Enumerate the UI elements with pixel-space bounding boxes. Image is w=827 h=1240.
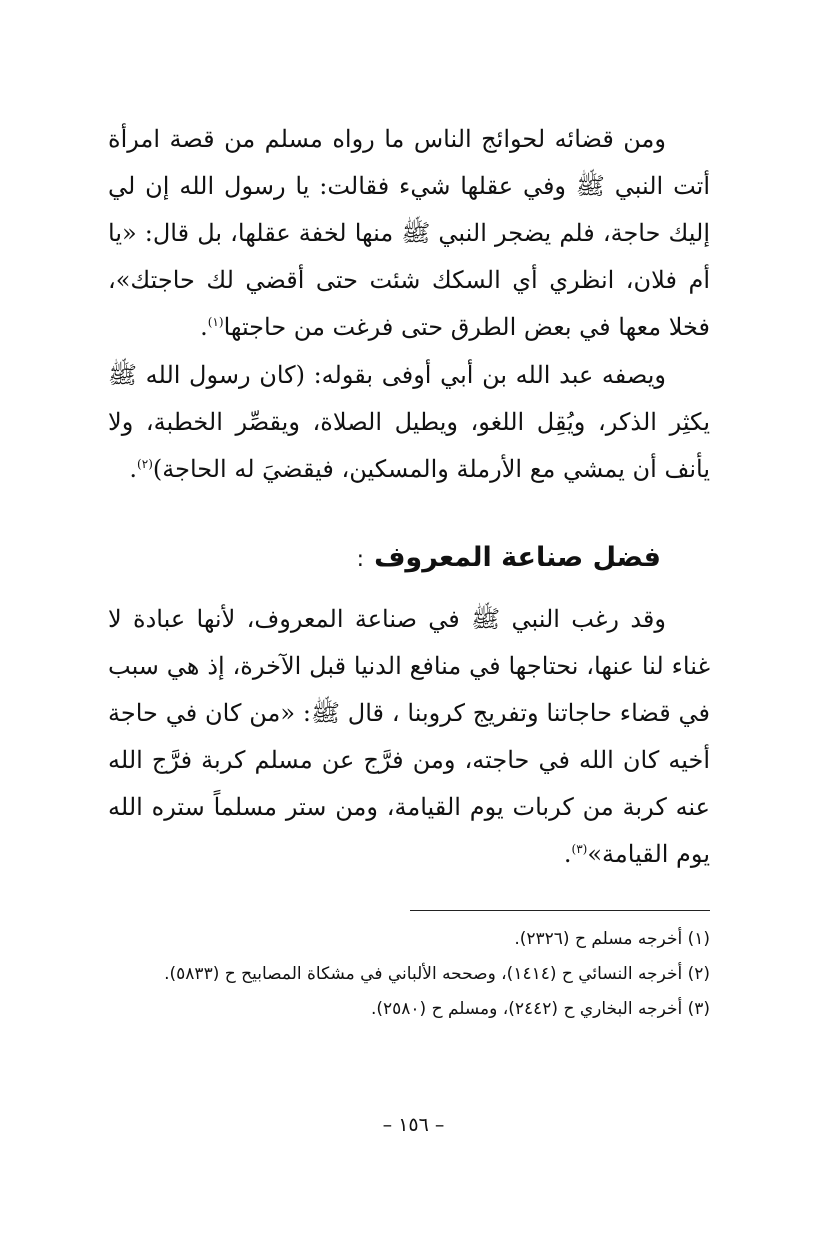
paragraph	[108, 352, 710, 493]
body-section-first	[108, 116, 710, 351]
footnote-item: (١) أخرجه مسلم ح (٢٣٢٦).	[514, 929, 710, 949]
section-heading	[357, 536, 661, 582]
paragraph-end: .	[129, 455, 138, 483]
footnote-ref[interactable]: (٢)	[137, 457, 153, 471]
section-heading-colon: :	[356, 547, 365, 572]
section-heading-title: فضل صناعة المعروف	[374, 542, 661, 573]
body-section-third	[108, 596, 710, 878]
footnotes	[108, 923, 710, 1028]
body-section-second	[108, 352, 710, 493]
paragraph-text: ويصفه عبد الله بن أبي أوفى بقوله: (كان رسول الله ﷺ يكثِر الذكر، ويُقِل اللغو، ويطيل الصلاة، ويقصِّر الخطبة، ولا يأنف أن يمشي مع الأرملة والمسكين، فيقضيَ له الحاجة)	[108, 361, 710, 483]
page-number: – ١٥٦ –	[382, 1114, 445, 1136]
paragraph-end: .	[200, 313, 208, 341]
paragraph-text: وقد رغب النبي ﷺ في صناعة المعروف، لأنها عبادة لا غناء لنا عنها، نحتاجها في منافع الدنيا قبل الآخرة، إذ هي سبب في قضاء حاجاتنا وتفريج كروبنا ، قال ﷺ: «من كان في حاجة أخيه كان الله في حاجته، ومن فرَّج عن مسلم كربة فرَّج الله عنه كربة من كربات يوم القيامة، ومن ستر مسلماً ستره الله يوم القيامة»	[108, 605, 710, 868]
paragraph-end: .	[563, 840, 572, 868]
footnote-ref[interactable]: (١)	[207, 315, 224, 329]
paragraph	[108, 116, 710, 351]
footnote-item: (٢) أخرجه النسائي ح (١٤١٤)، وصححه الألباني في مشكاة المصابيح ح (٥٨٣٣).	[164, 964, 710, 984]
paragraph-text: ومن قضائه لحوائج الناس ما رواه مسلم من قصة امرأة أتت النبي ﷺ وفي عقلها شيء فقالت: يا رسول الله إن لي إليك حاجة، فلم يضجر النبي ﷺ منها لخفة عقلها، بل قال: «يا أم فلان، انظري أي السكك شئت حتى أقضي لك حاجتك»، فخلا معها في بعض الطرق حتى فرغت من حاجتها	[108, 125, 710, 341]
footnote-item: (٣) أخرجه البخاري ح (٢٤٤٢)، ومسلم ح (٢٥٨٠).	[370, 999, 710, 1019]
paragraph	[108, 596, 710, 878]
footnote-divider	[410, 910, 710, 911]
footnote-ref[interactable]: (٣)	[571, 842, 588, 856]
